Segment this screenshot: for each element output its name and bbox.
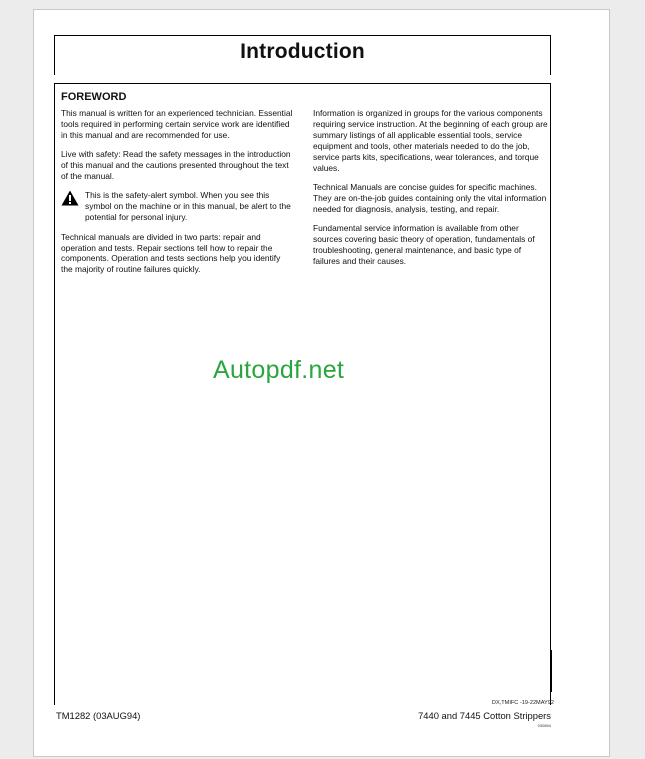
product-name: 7440 and 7445 Cotton Strippers <box>418 710 551 721</box>
paragraph: This manual is written for an experienced technician. Essential tools required in performing certain service work are identified in this manual and are recommended for use. <box>61 108 293 140</box>
safety-alert-text: This is the safety-alert symbol. When you see this symbol on the machine or in this manual, be alert to the potential for personal injury. <box>85 190 291 223</box>
content-left-border <box>54 83 55 705</box>
paragraph: Technical Manuals are concise guides for specific machines. They are on-the-job guides containing only the vital information needed for diagnosis, analysis, testing, and repair. <box>313 181 547 214</box>
safety-alert-triangle-icon <box>61 190 79 206</box>
left-column <box>61 108 293 284</box>
safety-alert-paragraph <box>61 190 293 223</box>
paragraph: Technical manuals are divided in two parts: repair and operation and tests. Repair sections tell how to repair the components. Operation and tests sections help you identify the majority of routine failures quickly. <box>61 231 281 275</box>
content-right-marker <box>550 650 552 692</box>
document-code: DX,TMIFC -19-22MAY92 <box>491 700 554 706</box>
page-code: 030894 <box>537 723 551 728</box>
watermark: Autopdf.net <box>213 356 345 384</box>
paragraph: Information is organized in groups for the various components requiring service instruction. At the beginning of each group are summary listings of all applicable essential tools, service equipment and tools, other materials needed to do the job, service parts kits, specifications, wear tolerances, and torque values. <box>313 108 548 173</box>
section-rule <box>54 83 551 84</box>
manual-number: TM1282 (03AUG94) <box>56 710 141 721</box>
paragraph: Fundamental service information is available from other sources covering basic theory of operation, fundamentals of troubleshooting, general maintenance, and basic type of failures and their causes. <box>313 223 535 266</box>
content-right-border <box>550 83 551 705</box>
header-rule <box>54 35 551 36</box>
right-column <box>313 108 549 275</box>
page-title: Introduction <box>240 40 365 63</box>
paragraph: Live with safety: Read the safety messages in the introduction of this manual and the cautions presented throughout the text of the manual. <box>61 149 291 182</box>
section-heading: FOREWORD <box>61 91 127 103</box>
